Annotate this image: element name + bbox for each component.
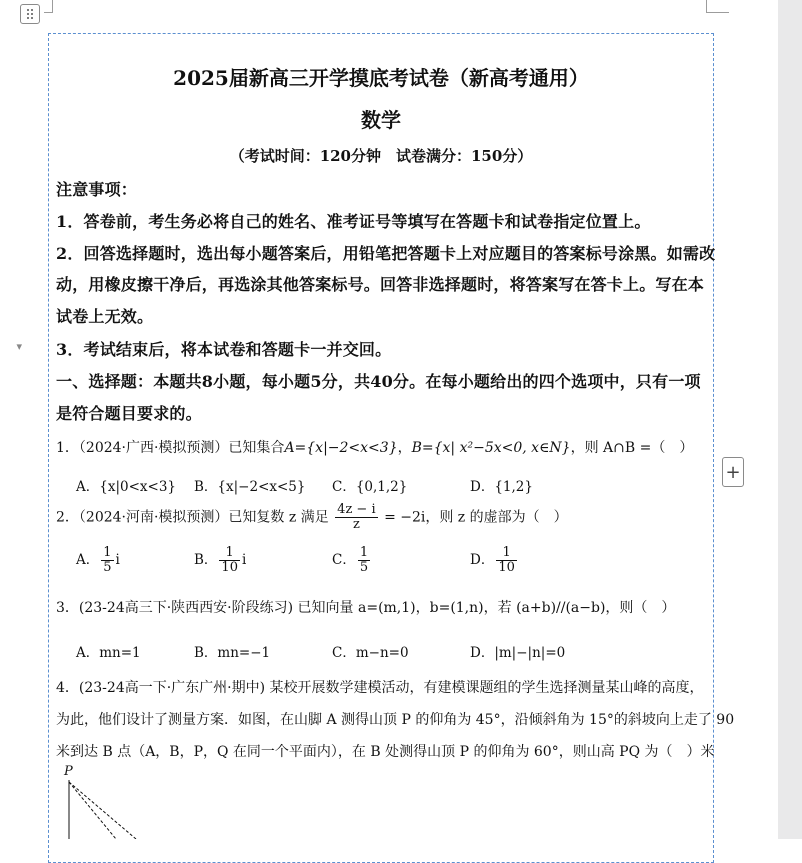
exam-time-info: （考试时间：120分钟 试卷满分：150分） (229, 147, 533, 165)
question-4-line-2: 为此，他们设计了测量方案．如图，在山脚 A 测得山顶 P 的仰角为 45°，沿倾斜角为 15°的斜坡向上走了 90 (56, 712, 735, 728)
notes-heading: 注意事项： (56, 180, 138, 199)
note-item-2-line-3: 试卷上无效。 (56, 307, 154, 326)
note-item-3: 3．考试结束后，将本试卷和答题卡一并交回。 (56, 340, 392, 359)
question-2-prefix: 2．（2024·河南·模拟预测）已知复数 z 满足 (56, 509, 329, 526)
option-fraction (101, 546, 113, 575)
question-1-separator: ， (397, 440, 412, 456)
fraction-denominator: 10 (221, 560, 238, 575)
section-1-heading-line-2: 是符合题目要求的。 (56, 404, 202, 423)
question-4-line-1: 4．(23-24高一下·广东广州·期中) 某校开展数学建模活动，有建模课题组的学生选择测量某山峰的高度， (56, 680, 704, 696)
fraction-numerator: 1 (496, 546, 517, 561)
question-2-option-c (332, 546, 372, 575)
question-1-option-b: B．{x|−2<x<5} (194, 479, 306, 495)
question-2-fraction-denominator: z (352, 517, 360, 532)
fraction-numerator: 1 (103, 545, 112, 560)
question-4-line-3: 米到达 B 点（A，B，P，Q 在同一个平面内），在 B 处测得山顶 P 的仰角为 60°，则山高 PQ 为（ ）米 (56, 744, 715, 760)
page-corner-mark-left (44, 0, 53, 13)
option-fraction (219, 546, 240, 575)
section-1-heading-line-1: 一、选择题：本题共8小题，每小题5分，共40分。在每小题给出的四个选项中，只有一项 (56, 372, 701, 391)
option-fraction (496, 546, 517, 575)
page-corner-mark-right (706, 0, 729, 13)
option-label: D． (470, 552, 495, 568)
note-item-1: 1．答卷前，考生务必将自己的姓名、准考证号等填写在答题卡和试卷指定位置上。 (56, 212, 651, 231)
question-1-option-d: D．{1,2} (470, 479, 533, 495)
question-3-option-d: D．|m|−|n|=0 (470, 645, 566, 661)
option-label: B． (194, 552, 218, 568)
fraction-denominator: 5 (103, 560, 112, 575)
question-1-set-b: B={x| x²−5x<0, x∈N} (411, 440, 571, 456)
exam-title: 2025届新高三开学摸底考试卷（新高考通用） (173, 66, 589, 90)
exam-subject: 数学 (361, 108, 401, 132)
figure-dashed-line-2 (69, 782, 116, 839)
question-2-fraction (335, 503, 377, 532)
question-2-stem (56, 503, 712, 532)
fraction-numerator: 1 (219, 546, 240, 561)
scrollbar-track[interactable] (778, 0, 802, 839)
option-tail: i (241, 552, 247, 568)
fraction-denominator: 10 (498, 560, 515, 575)
question-4-figure (56, 762, 176, 839)
option-fraction (358, 546, 370, 575)
question-1-stem (56, 437, 712, 457)
plus-icon: + (725, 461, 741, 483)
question-3-option-c: C．m−n=0 (332, 645, 409, 661)
question-1-option-a: A．{x|0<x<3} (76, 479, 177, 495)
note-item-2-line-1: 2．回答选择题时，选出每小题答案后，用铅笔把答题卡上对应题目的答案标号涂黑。如需改 (56, 244, 716, 263)
question-1-prefix: 1．（2024·广西·模拟预测）已知集合 (56, 440, 285, 456)
table-move-handle-icon[interactable] (20, 4, 40, 24)
option-tail: i (115, 552, 120, 568)
figure-label-p: P (64, 764, 73, 779)
figure-dashed-line-1 (69, 782, 136, 839)
question-2-option-d (470, 546, 519, 575)
question-3-stem: 3．(23-24高三下·陕西西安·阶段练习) 已知向量 a=(m,1)，b=(1,n)，若 (a+b)//(a−b)，则（ ） (56, 600, 676, 616)
option-label: A． (76, 552, 100, 568)
question-1-option-c: C．{0,1,2} (332, 479, 408, 495)
add-row-button[interactable] (722, 457, 744, 487)
note-item-2-line-2: 动，用橡皮擦干净后，再选涂其他答案标号。回答非选择题时，将答案写在答卡上。写在本 (56, 275, 705, 294)
collapse-toggle-icon[interactable] (0, 336, 22, 356)
question-2-option-a (76, 546, 120, 575)
fraction-denominator: 5 (359, 560, 369, 575)
question-2-fraction-numerator: 4z − i (337, 502, 376, 517)
question-1-set-a: A={x|−2<x<3} (284, 440, 398, 456)
fraction-numerator: 1 (359, 545, 369, 560)
question-2-option-b (194, 546, 246, 575)
question-2-suffix: = −2i，则 z 的虚部为（ ） (384, 509, 568, 526)
chevron-down-icon[interactable]: ▾ (16, 339, 22, 353)
question-1-suffix: ，则 A∩B =（ ） (570, 440, 694, 456)
question-3-option-b: B．mn=−1 (194, 645, 271, 661)
option-label: C． (332, 552, 356, 568)
question-3-option-a: A．mn=1 (76, 645, 141, 661)
